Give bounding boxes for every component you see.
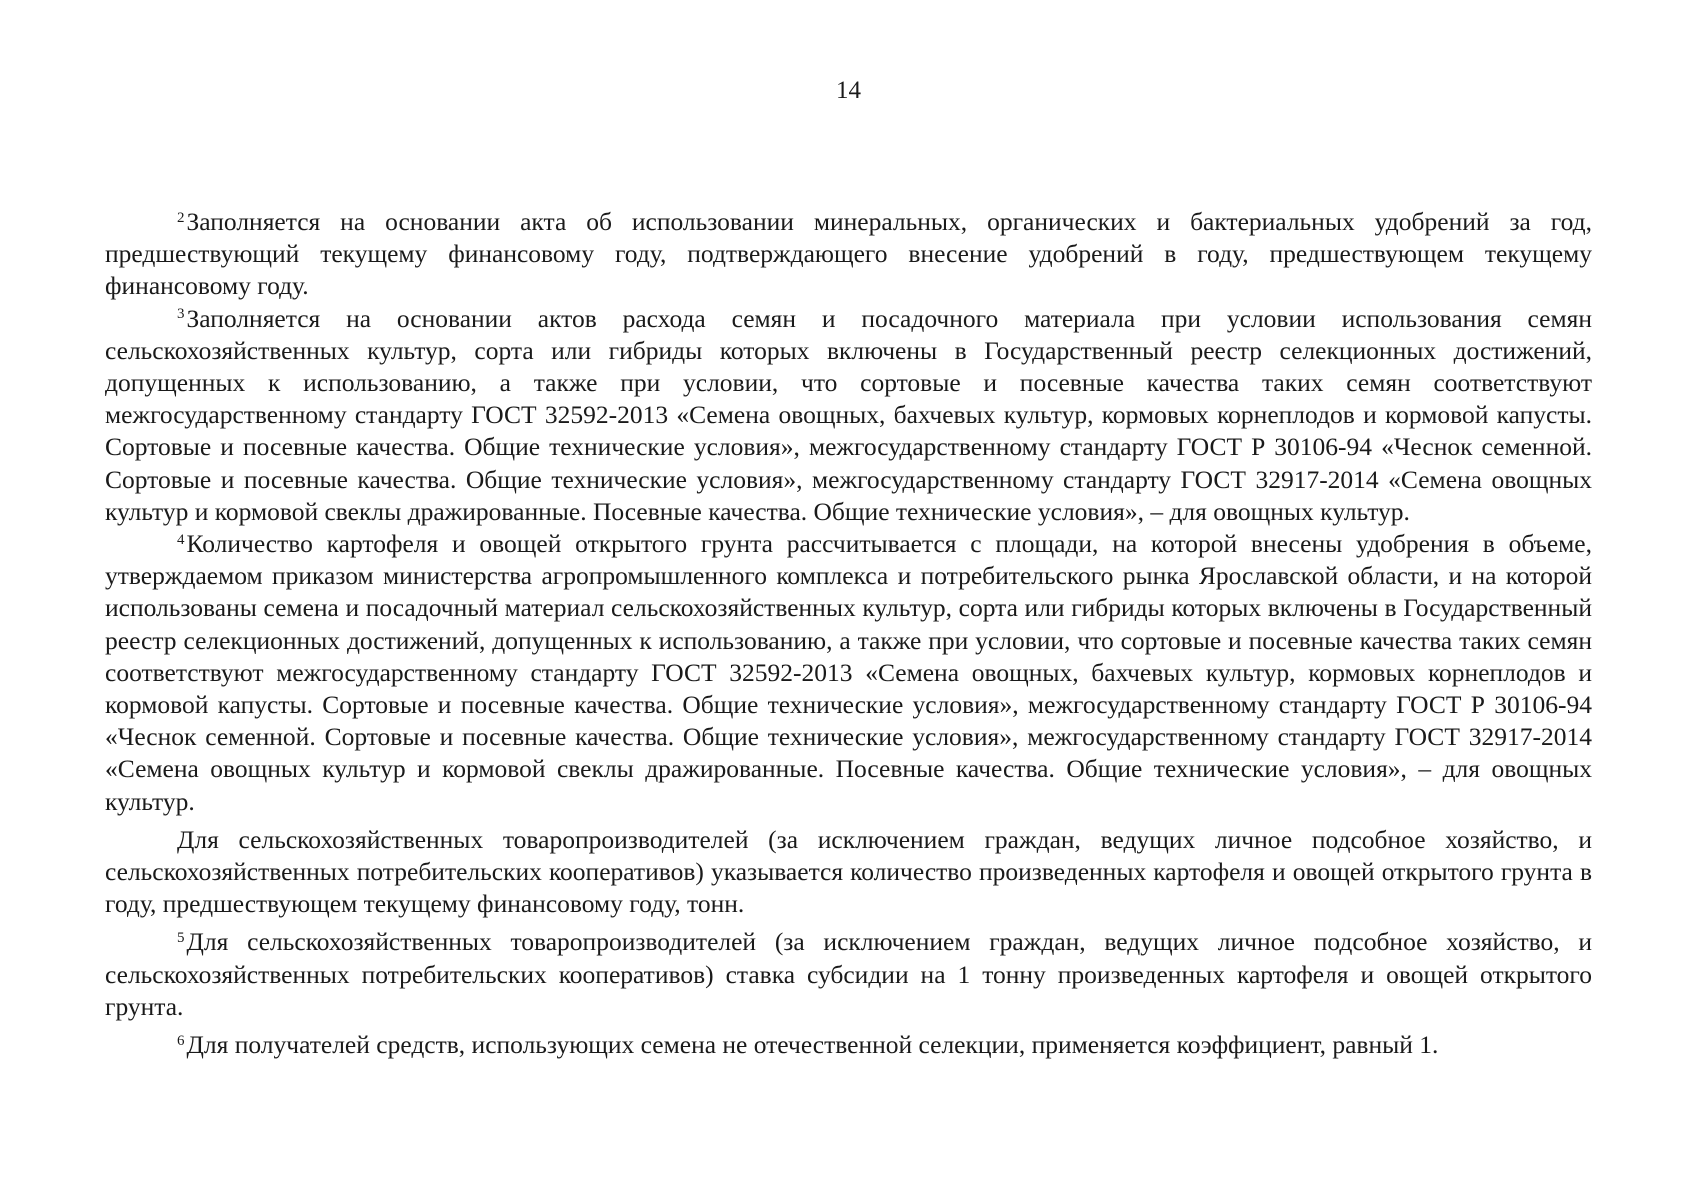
footnote-4	[105, 528, 1592, 818]
footnote-2	[105, 206, 1592, 303]
footnote-marker: 6	[177, 1032, 185, 1049]
footnote-text: Количество картофеля и овощей открытого грунта рассчитывается с площади, на которой внесены удобрения в объеме, утверждаемом приказом министерства агропромышленного комплекса и потребительского рынка Ярославской области, и на которой использованы семена и посадочный материал сельскохозяйственных культур, сорта или гибриды которых включены в Государственный реестр селекционных достижений, допущенных к использованию, а также при условии, что сортовые и посевные качества таких семян соответствуют межгосударственному стандарту ГОСТ 32592-2013 «Семена овощных, бахчевых культур, кормовых корнеплодов и кормовой капусты. Сортовые и посевные качества. Общие технические условия», межгосударственному стандарту ГОСТ Р 30106-94 «Чеснок семенной. Сортовые и посевные качества. Общие технические условия», межгосударственному стандарту ГОСТ 32917-2014 «Семена овощных культур и кормовой свеклы дражированные. Посевные качества. Общие технические условия», – для овощных культур.	[105, 529, 1592, 816]
footnote-text: Для получателей средств, использующих семена не отечественной селекции, применяется коэффициент, равный 1.	[186, 1030, 1439, 1060]
footnote-text: Заполняется на основании актов расхода семян и посадочного материала при условии использования семян сельскохозяйственных культур, сорта или гибриды которых включены в Государственный реестр селекционных достижений, допущенных к использованию, а также при условии, что сортовые и посевные качества таких семян соответствуют межгосударственному стандарту ГОСТ 32592-2013 «Семена овощных, бахчевых культур, кормовых корнеплодов и кормовой капусты. Сортовые и посевные качества. Общие технические условия», межгосударственному стандарту ГОСТ Р 30106-94 «Чеснок семенной. Сортовые и посевные качества. Общие технические условия», межгосударственному стандарту ГОСТ 32917-2014 «Семена овощных культур и кормовой свеклы дражированные. Посевные качества. Общие технические условия», – для овощных культур.	[105, 303, 1592, 526]
footnote-marker: 3	[177, 306, 185, 323]
footnote-text: Для сельскохозяйственных товаропроизводителей (за исключением граждан, ведущих личное подсобное хозяйство, и сельскохозяйственных потребительских кооперативов) ставка субсидии на 1 тонну произведенных картофеля и овощей открытого грунта.	[105, 927, 1592, 1021]
footnote-3	[105, 303, 1592, 528]
document-body	[105, 206, 1592, 1061]
paragraph-text: Для сельскохозяйственных товаропроизводителей (за исключением граждан, ведущих личное подсобное хозяйство, и сельскохозяйственных потребительских кооперативов) указывается количество произведенных картофеля и овощей открытого грунта в году, предшествующем текущему финансовому году, тонн.	[105, 824, 1592, 919]
footnote-5	[105, 926, 1592, 1023]
footnote-marker: 4	[177, 531, 185, 548]
paragraph-producers	[105, 824, 1592, 921]
footnote-6	[105, 1029, 1592, 1061]
footnote-marker: 5	[177, 930, 185, 947]
footnote-text: Заполняется на основании акта об использовании минеральных, органических и бактериальных удобрений за год, предшествующий текущему финансовому году, подтверждающего внесение удобрений в году, предшествующем текущему финансовому году.	[105, 207, 1592, 301]
footnote-marker: 2	[177, 209, 185, 226]
page-number: 14	[836, 77, 861, 104]
